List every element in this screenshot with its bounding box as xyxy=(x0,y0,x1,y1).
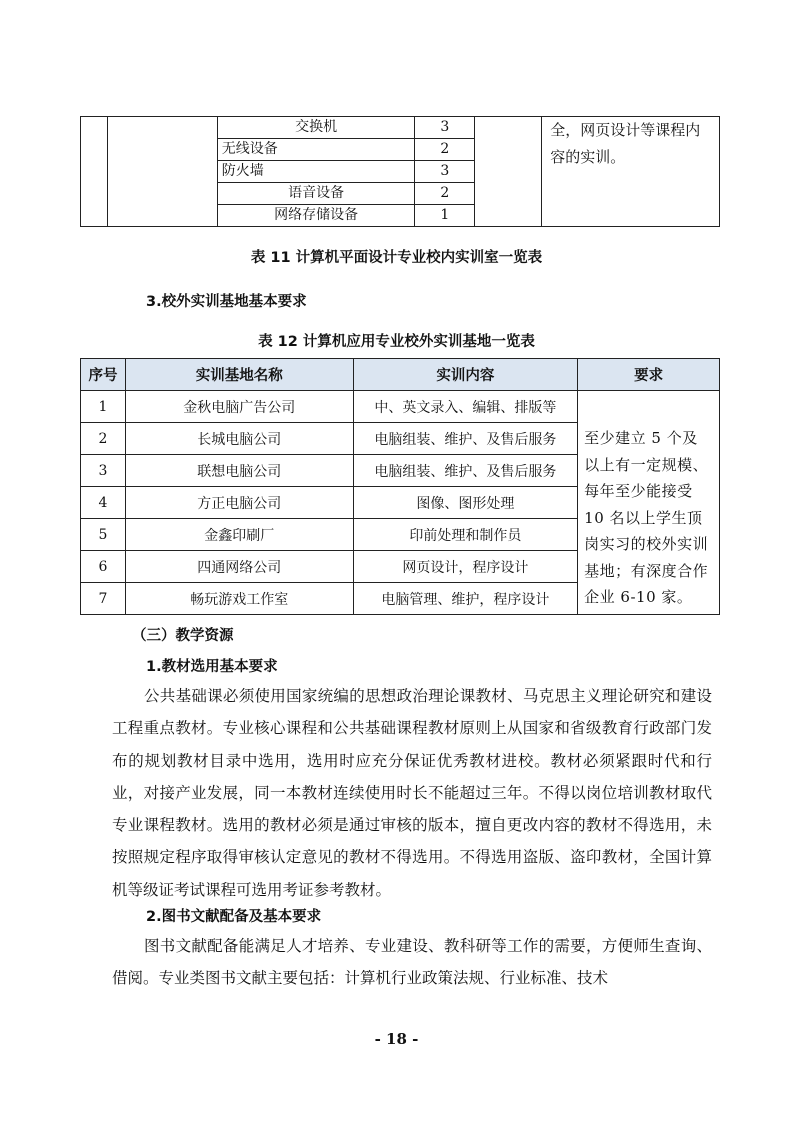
column-header-content: 实训内容 xyxy=(353,359,578,391)
training-content: 电脑组装、维护、及售后服务 xyxy=(353,423,578,455)
table-11-caption: 表 11 计算机平面设计专业校内实训室一览表 xyxy=(250,250,543,266)
training-requirement: 全，网页设计等课程内容的实训。 xyxy=(542,117,720,227)
paragraph-text: 公共基础课必须使用国家统编的思想政治理论课教材、马克思主义理论研究和建设工程重点教材。专业核心课程和公共基础课程教材原则上从国家和省级教育行政部门发布的规划教材目录中选用，选用时应充分保证优秀教材进校。教材必须紧跟时代和行业，对接产业发展，同一本教材连续使用时长不能超过三年。不得以岗位培训教材取代专业课程教材。选用的教材必须是通过审核的版本，擅自更改内容的教材不得选用，未按照规定程序取得审核认定意见的教材不得选用。不得选用盗版、盗印教材，全国计算机等级证考试课程可选用考证参考教材。 xyxy=(112,687,712,899)
row-number: 1 xyxy=(81,391,126,423)
equipment-name: 交换机 xyxy=(217,117,415,139)
table-header-row xyxy=(81,359,720,391)
equipment-qty: 3 xyxy=(415,161,475,183)
base-name: 金鑫印刷厂 xyxy=(125,519,353,551)
row-number: 4 xyxy=(81,487,126,519)
table-12-caption: 表 12 计算机应用专业校外实训基地一览表 xyxy=(258,334,535,350)
training-content: 印前处理和制作员 xyxy=(353,519,578,551)
section-heading-3: 3.校外实训基地基本要求 xyxy=(146,294,307,310)
equipment-qty: 3 xyxy=(415,117,475,139)
row-number: 5 xyxy=(81,519,126,551)
table-row xyxy=(81,391,720,423)
equipment-name: 网络存储设备 xyxy=(217,205,415,227)
row-number: 3 xyxy=(81,455,126,487)
base-name: 长城电脑公司 xyxy=(125,423,353,455)
equipment-qty: 2 xyxy=(415,183,475,205)
section-heading-teaching-resources: （三）教学资源 xyxy=(132,628,234,644)
paragraph-text: 图书文献配备能满足人才培养、专业建设、教科研等工作的需要，方便师生查询、借阅。专业类图书文献主要包括：计算机行业政策法规、行业标准、技术 xyxy=(112,937,712,988)
row-number: 7 xyxy=(81,583,126,615)
section-heading-library: 2.图书文献配备及基本要求 xyxy=(146,909,322,925)
training-content: 网页设计，程序设计 xyxy=(353,551,578,583)
equipment-name: 语音设备 xyxy=(217,183,415,205)
training-content: 中、英文录入、编辑、排版等 xyxy=(353,391,578,423)
equipment-qty: 2 xyxy=(415,139,475,161)
empty-cell xyxy=(475,117,542,227)
row-number: 2 xyxy=(81,423,126,455)
training-content: 电脑管理、维护，程序设计 xyxy=(353,583,578,615)
base-name: 金秋电脑广告公司 xyxy=(125,391,353,423)
base-name: 方正电脑公司 xyxy=(125,487,353,519)
training-content: 电脑组装、维护、及售后服务 xyxy=(353,455,578,487)
training-content: 图像、图形处理 xyxy=(353,487,578,519)
page-number: - 18 - xyxy=(374,1030,419,1048)
row-number: 6 xyxy=(81,551,126,583)
table-row xyxy=(81,117,720,139)
empty-cell xyxy=(81,117,108,227)
column-header-name: 实训基地名称 xyxy=(125,359,353,391)
equipment-name: 防火墙 xyxy=(217,161,415,183)
base-name: 四通网络公司 xyxy=(125,551,353,583)
library-paragraph xyxy=(112,930,712,995)
section-heading-textbook: 1.教材选用基本要求 xyxy=(146,659,278,675)
offsite-training-base-table xyxy=(80,358,720,615)
base-requirement: 至少建立 5 个及以上有一定规模、每年至少能接受 10 名以上学生顶岗实习的校外实训基地；有深度合作企业 6-10 家。 xyxy=(578,391,720,615)
equipment-name: 无线设备 xyxy=(217,139,415,161)
base-name: 联想电脑公司 xyxy=(125,455,353,487)
base-name: 畅玩游戏工作室 xyxy=(125,583,353,615)
empty-cell xyxy=(107,117,217,227)
textbook-paragraph xyxy=(112,680,712,906)
column-header-no: 序号 xyxy=(81,359,126,391)
lab-equipment-table-continued xyxy=(80,116,720,227)
column-header-requirement: 要求 xyxy=(578,359,720,391)
equipment-qty: 1 xyxy=(415,205,475,227)
